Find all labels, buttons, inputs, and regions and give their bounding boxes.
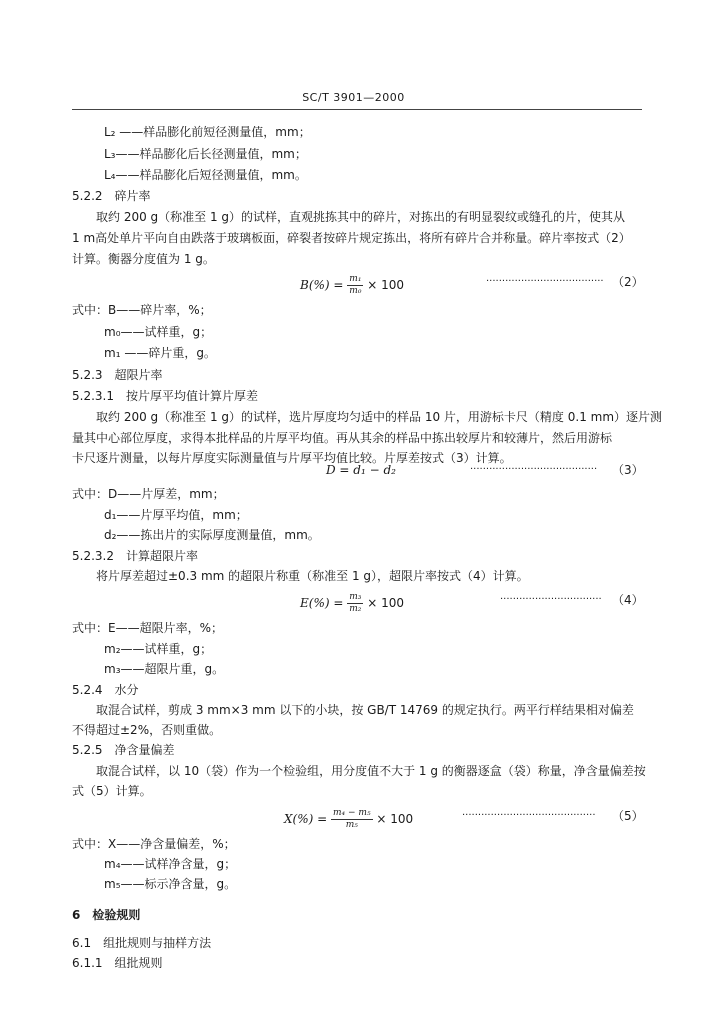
section-5-2-5-para-line-1: 取混合试样，以 10（袋）作为一个检验组，用分度值不大于 1 g 的衡器逐盒（袋）称量，净含量偏差按	[96, 764, 646, 778]
section-6-1-title: 6.1 组批规则与抽样方法	[72, 936, 212, 950]
formula-4-where-e: 式中：E——超限片率，%；	[72, 621, 223, 635]
formula-4-denominator: m₂	[349, 604, 362, 614]
formula-5-lhs: X(%) =	[284, 812, 328, 826]
section-5-2-2-para-line-1: 取约 200 g（称准至 1 g）的试样，直观挑拣其中的碎片，对拣出的有明显裂纹或缝孔的片，使其从	[96, 210, 626, 224]
formula-2	[300, 274, 404, 297]
equation-number-5: （5）	[612, 809, 644, 823]
section-6-title: 6 检验规则	[72, 908, 141, 922]
section-5-2-4-para-line-2: 不得超过±2%，否则重做。	[72, 723, 222, 737]
formula-2-denominator: m₀	[349, 286, 362, 296]
header-rule	[72, 109, 642, 110]
formula-5-fraction	[331, 808, 373, 831]
formula-2-where-b: 式中：B——碎片率，%；	[72, 303, 212, 317]
section-5-2-4-para-line-1: 取混合试样，剪成 3 mm×3 mm 以下的小块，按 GB/T 14769 的规定执行。两平行样结果相对偏差	[96, 703, 634, 717]
formula-5	[284, 808, 413, 831]
definition-l2: L₂ ——样品膨化前短径测量值，mm；	[104, 125, 311, 139]
formula-4-lhs: E(%) =	[300, 596, 344, 610]
formula-2-lhs: B(%) =	[300, 278, 344, 292]
page-header: SC/T 3901—2000	[302, 91, 405, 104]
section-5-2-5-title: 5.2.5 净含量偏差	[72, 743, 175, 757]
section-5-2-2-para-line-3: 计算。衡器分度值为 1 g。	[72, 252, 215, 266]
formula-5-where-x: 式中：X——净含量偏差，%；	[72, 837, 236, 851]
section-5-2-3-1-para-line-3: 卡尺逐片测量，以每片厚度实际测量值与片厚平均值比较。片厚差按式（3）计算。	[72, 451, 512, 465]
formula-5-numerator: m₄ − m₅	[333, 808, 371, 818]
leader-dots-4: ································	[500, 594, 602, 605]
section-5-2-3-1-title: 5.2.3.1 按片厚平均值计算片厚差	[72, 389, 258, 403]
equation-number-3: （3）	[612, 463, 644, 477]
leader-dots-5: ··········································	[462, 810, 596, 821]
formula-5-rhs: × 100	[376, 812, 414, 826]
formula-3: D = d₁ − d₂	[326, 463, 396, 477]
definition-l4: L₄——样品膨化后短径测量值，mm。	[104, 168, 307, 182]
formula-2-fraction	[347, 274, 363, 297]
formula-5-where-m5: m₅——标示净含量，g。	[104, 877, 237, 891]
formula-4-numerator: m₃	[349, 592, 362, 602]
formula-5-where-m4: m₄——试样净含量，g；	[104, 857, 237, 871]
formula-5-denominator: m₅	[345, 820, 358, 830]
equation-number-2: （2）	[612, 275, 644, 289]
formula-4-fraction	[347, 592, 363, 615]
formula-3-where-d: 式中：D——片厚差，mm；	[72, 487, 225, 501]
formula-2-where-m1: m₁ ——碎片重，g。	[104, 346, 216, 360]
formula-4	[300, 592, 404, 615]
section-6-1-1-title: 6.1.1 组批规则	[72, 956, 163, 970]
formula-3-where-d1: d₁——片厚平均值，mm；	[104, 508, 248, 522]
formula-2-numerator: m₁	[349, 274, 362, 284]
section-5-2-3-2-para: 将片厚差超过±0.3 mm 的超限片称重（称准至 1 g），超限片率按式（4）计算。	[96, 569, 529, 583]
formula-4-where-m2: m₂——试样重，g；	[104, 642, 213, 656]
leader-dots-3: ········································	[470, 464, 598, 475]
definition-l3: L₃——样品膨化后长径测量值，mm；	[104, 147, 307, 161]
formula-2-rhs: × 100	[367, 278, 405, 292]
section-5-2-4-title: 5.2.4 水分	[72, 683, 139, 697]
formula-4-where-m3: m₃——超限片重，g。	[104, 662, 225, 676]
formula-2-where-m0: m₀——试样重，g；	[104, 325, 213, 339]
section-5-2-3-2-title: 5.2.3.2 计算超限片率	[72, 549, 198, 563]
section-5-2-3-title: 5.2.3 超限片率	[72, 368, 163, 382]
formula-4-rhs: × 100	[367, 596, 404, 610]
section-5-2-2-para-line-2: 1 m高处单片平向自由跌落于玻璃板面，碎裂者按碎片规定拣出，将所有碎片合并称量。碎片率按式（2）	[72, 231, 631, 245]
equation-number-4: （4）	[612, 593, 644, 607]
leader-dots-2: ·····································	[486, 276, 604, 287]
section-5-2-3-1-para-line-2: 量其中心部位厚度，求得本批样品的片厚平均值。再从其余的样品中拣出较厚片和较薄片，然后用游标	[72, 431, 613, 445]
section-5-2-2-title: 5.2.2 碎片率	[72, 189, 151, 203]
section-5-2-5-para-line-2: 式（5）计算。	[72, 784, 152, 798]
section-5-2-3-1-para-line-1: 取约 200 g（称准至 1 g）的试样，选片厚度均匀适中的样品 10 片，用游标卡尺（精度 0.1 mm）逐片测	[96, 410, 663, 424]
formula-3-where-d2: d₂——拣出片的实际厚度测量值，mm。	[104, 528, 320, 542]
